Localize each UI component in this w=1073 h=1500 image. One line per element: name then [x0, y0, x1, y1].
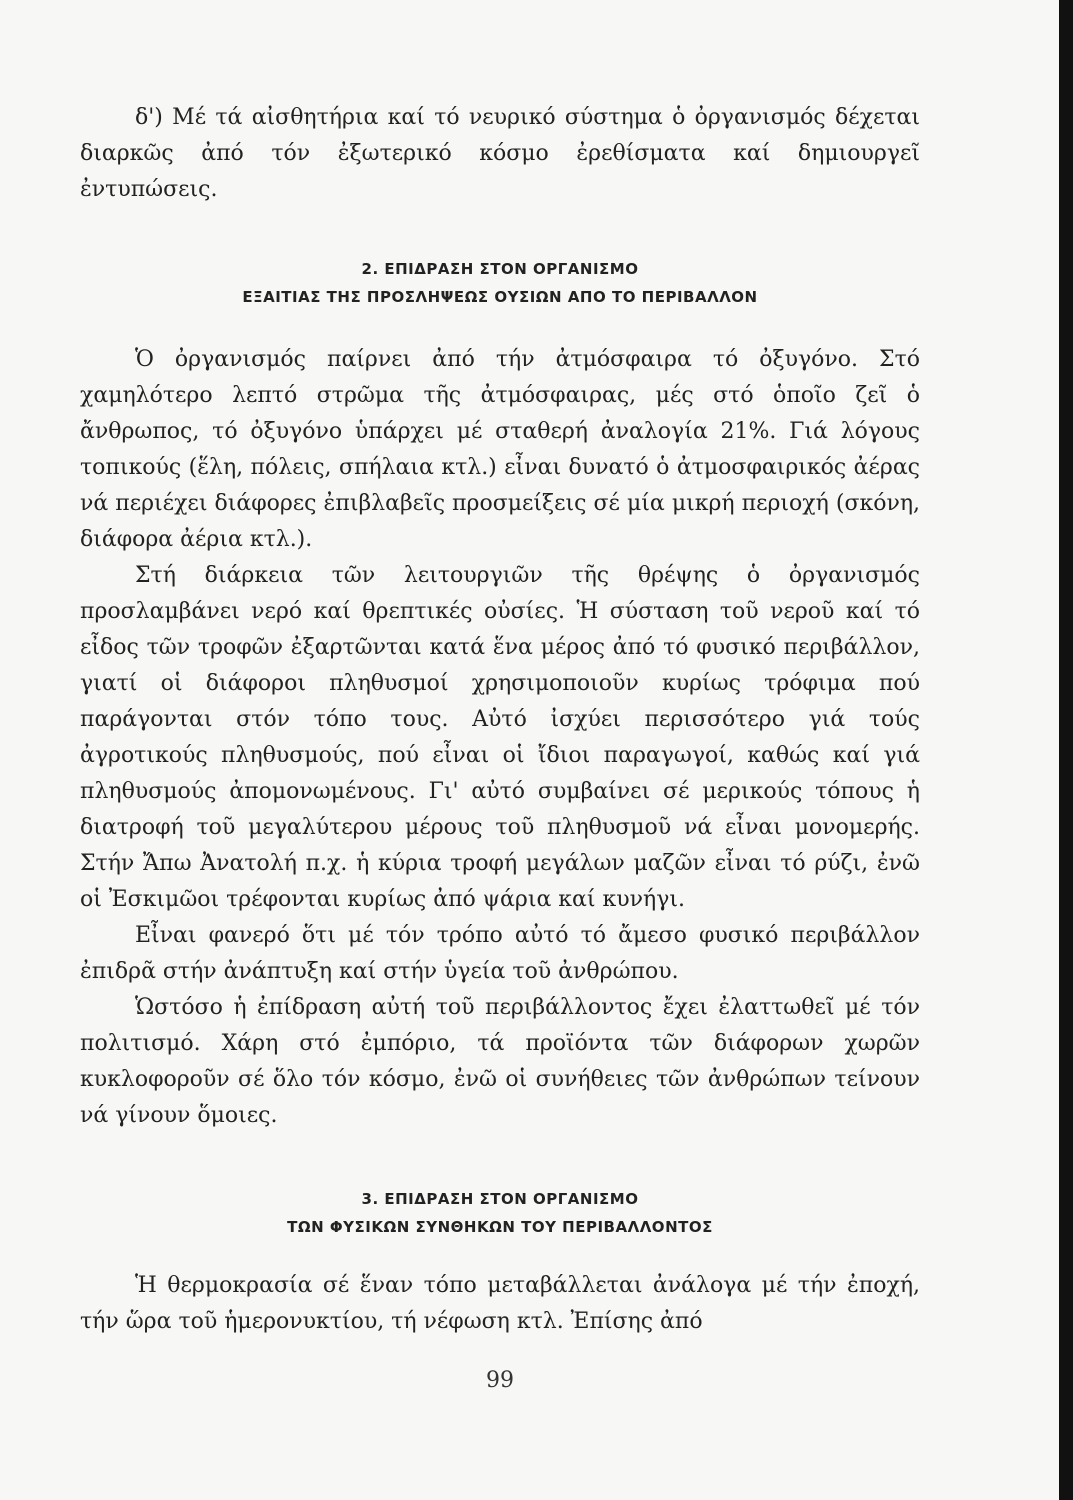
section-2-paragraph: Εἶναι φανερό ὅτι μέ τόν τρόπο αὐτό τό ἄμεσο φυσικό περιβάλλον ἐπιδρᾶ στήν ἀνάπτυξη καί στήν ὑγεία τοῦ ἀνθρώπου.: [80, 923, 920, 984]
section-2-paragraph: Ὁ ὀργανισμός παίρνει ἀπό τήν ἀτμόσφαιρα τό ὀξυγόνο. Στό χαμηλότερο λεπτό στρῶμα τῆς ἀτμόσφαιρας, μές στό ὁποῖο ζεῖ ὁ ἄνθρωπος, τό ὀξυγόνο ὑπάρχει μέ σταθερή ἀναλογία 21%. Γιά λόγους τοπικούς (ἕλη, πόλεις, σπήλαια κτλ.) εἶναι δυνατό ὁ ἀτμοσφαιρικός ἀέρας νά περιέχει διάφορες ἐπιβλαβεῖς προσμείξεις σέ μία μικρή περιοχή (σκόνη, διάφορα ἀέρια κτλ.).: [80, 347, 920, 552]
section-2-heading: [0, 255, 1000, 311]
section-3-body: [80, 1268, 920, 1340]
section-3-heading: [0, 1185, 1000, 1241]
intro-text: [80, 100, 920, 208]
section-3-paragraph: Ἡ θερμοκρασία σέ ἕναν τόπο μεταβάλλεται ἀνάλογα μέ τήν ἐποχή, τήν ὥρα τοῦ ἡμερονυκτίου, τή νέφωση κτλ. Ἐπίσης ἀπό: [80, 1273, 920, 1334]
section-3-heading-line-2: ΤΩΝ ΦΥΣΙΚΩΝ ΣΥΝΘΗΚΩΝ ΤΟΥ ΠΕΡΙΒΑΛΛΟΝΤΟΣ: [287, 1218, 713, 1236]
section-2-heading-line-1: 2. ΕΠΙΔΡΑΣΗ ΣΤΟΝ ΟΡΓΑΝΙΣΜΟ: [361, 260, 639, 278]
section-2-paragraph: Ὡστόσο ἡ ἐπίδραση αὐτή τοῦ περιβάλλοντος ἔχει ἐλαττωθεῖ μέ τόν πολιτισμό. Χάρη στό ἐμπόριο, τά προϊόντα τῶν διάφορων χωρῶν κυκλοφοροῦν σέ ὅλο τόν κόσμο, ἐνῶ οἱ συνήθειες τῶν ἀνθρώπων τείνουν νά γίνουν ὅμοιες.: [80, 995, 920, 1128]
scan-edge: [1059, 0, 1073, 1500]
page-number: 99: [486, 1368, 514, 1393]
section-2-body: [80, 342, 920, 1134]
section-2-paragraph: Στή διάρκεια τῶν λειτουργιῶν τῆς θρέψης ὁ ὀργανισμός προσλαμβάνει νερό καί θρεπτικές οὐσίες. Ἡ σύσταση τοῦ νεροῦ καί τό εἶδος τῶν τροφῶν ἐξαρτῶνται κατά ἕνα μέρος ἀπό τό φυσικό περιβάλλον, γιατί οἱ διάφοροι πληθυσμοί χρησιμοποιοῦν κυρίως τρόφιμα πού παράγονται στόν τόπο τους. Αὐτό ἰσχύει περισσότερο γιά τούς ἀγροτικούς πληθυσμούς, πού εἶναι οἱ ἴδιοι παραγωγοί, καθώς καί γιά πληθυσμούς ἀπομονωμένους. Γι' αὐτό συμβαίνει σέ μερικούς τόπους ἡ διατροφή τοῦ μεγαλύτερου μέρους τοῦ πληθυσμοῦ νά εἶναι μονομερής. Στήν Ἄπω Ἀνατολή π.χ. ἡ κύρια τροφή μεγάλων μαζῶν εἶναι τό ρύζι, ἐνῶ οἱ Ἐσκιμῶοι τρέφονται κυρίως ἀπό ψάρια καί κυνήγι.: [80, 563, 920, 912]
section-2-heading-line-2: ΕΞΑΙΤΙΑΣ ΤΗΣ ΠΡΟΣΛΗΨΕΩΣ ΟΥΣΙΩΝ ΑΠΟ ΤΟ ΠΕΡΙΒΑΛΛΟΝ: [242, 288, 758, 306]
paragraph-delta: δ') Μέ τά αἰσθητήρια καί τό νευρικό σύστημα ὁ ὀργανισμός δέχεται διαρκῶς ἀπό τόν ἐξωτερικό κόσμο ἐρεθίσματα καί δημιουργεῖ ἐντυπώσεις.: [80, 105, 920, 202]
section-3-heading-line-1: 3. ΕΠΙΔΡΑΣΗ ΣΤΟΝ ΟΡΓΑΝΙΣΜΟ: [361, 1190, 639, 1208]
